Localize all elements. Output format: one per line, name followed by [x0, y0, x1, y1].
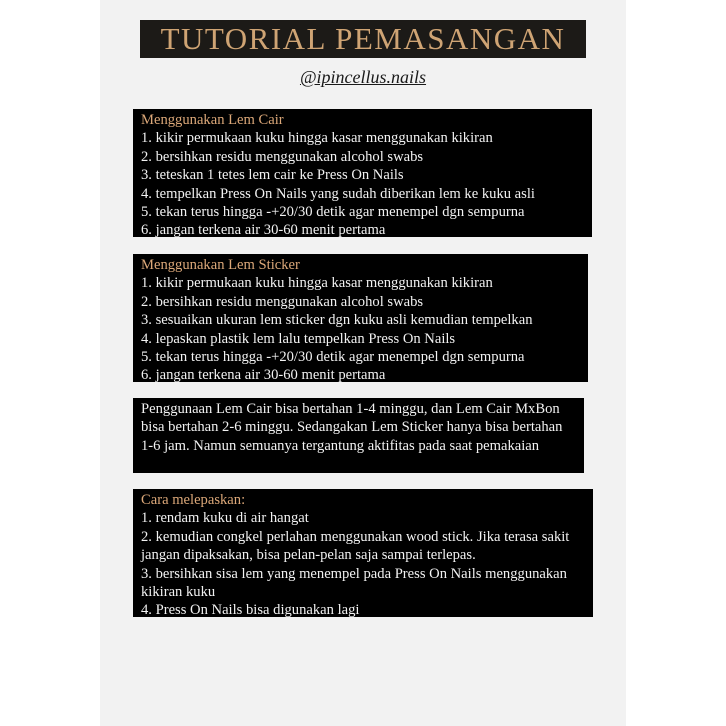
- instagram-handle[interactable]: @ipincellus.nails: [299, 67, 427, 87]
- step-item: 1. kikir permukaan kuku hingga kasar menggunakan kikiran: [141, 275, 493, 292]
- lem-cair-section: [133, 109, 592, 237]
- step-item: 5. tekan terus hingga -+20/30 detik agar menempel dgn sempurna: [141, 204, 525, 221]
- step-item: 3. bersihkan sisa lem yang menempel pada Press On Nails menggunakan kikiran kuku: [141, 565, 567, 601]
- step-item: 4. tempelkan Press On Nails yang sudah diberikan lem ke kuku asli: [141, 185, 535, 202]
- step-item: 3. sesuaikan ukuran lem sticker dgn kuku asli kemudian tempelkan: [141, 312, 533, 329]
- section-heading: Menggunakan Lem Cair: [141, 112, 284, 128]
- step-item: 1. rendam kuku di air hangat: [141, 510, 309, 527]
- melepaskan-section: [133, 489, 593, 617]
- page-title: TUTORIAL PEMASANGAN: [160, 21, 566, 56]
- step-item: 6. jangan terkena air 30-60 menit pertama: [141, 222, 386, 239]
- step-item: 1. kikir permukaan kuku hingga kasar menggunakan kikiran: [141, 130, 493, 147]
- step-item: 2. bersihkan residu menggunakan alcohol swabs: [141, 148, 424, 165]
- step-item: 2. bersihkan residu menggunakan alcohol swabs: [141, 293, 424, 310]
- step-item: 4. lepaskan plastik lem lalu tempelkan Press On Nails: [141, 330, 456, 347]
- step-item: 3. teteskan 1 tetes lem cair ke Press On Nails: [141, 167, 404, 184]
- step-item: 4. Press On Nails bisa digunakan lagi: [141, 602, 360, 619]
- durasi-text: Penggunaan Lem Cair bisa bertahan 1-4 minggu, dan Lem Cair MxBon bisa bertahan 2-6 minggu. Sedangakan Lem Sticker hanya bisa bertahan 1-6 jam. Namun semuanya tergantung aktifitas pada saat pemakaian: [141, 401, 563, 454]
- section-heading: Cara melepaskan:: [141, 492, 246, 508]
- step-item: 2. kemudian congkel perlahan menggunakan wood stick. Jika terasa sakit jangan dipaksakan, bisa pelan-pelan saja sampai terlepas.: [141, 528, 570, 564]
- step-item: 5. tekan terus hingga -+20/30 detik agar menempel dgn sempurna: [141, 349, 525, 366]
- section-heading: Menggunakan Lem Sticker: [141, 257, 300, 273]
- durasi-section: [133, 398, 584, 473]
- step-item: 6. jangan terkena air 30-60 menit pertama: [141, 367, 386, 384]
- lem-sticker-section: [133, 254, 588, 382]
- title-banner: [140, 20, 586, 58]
